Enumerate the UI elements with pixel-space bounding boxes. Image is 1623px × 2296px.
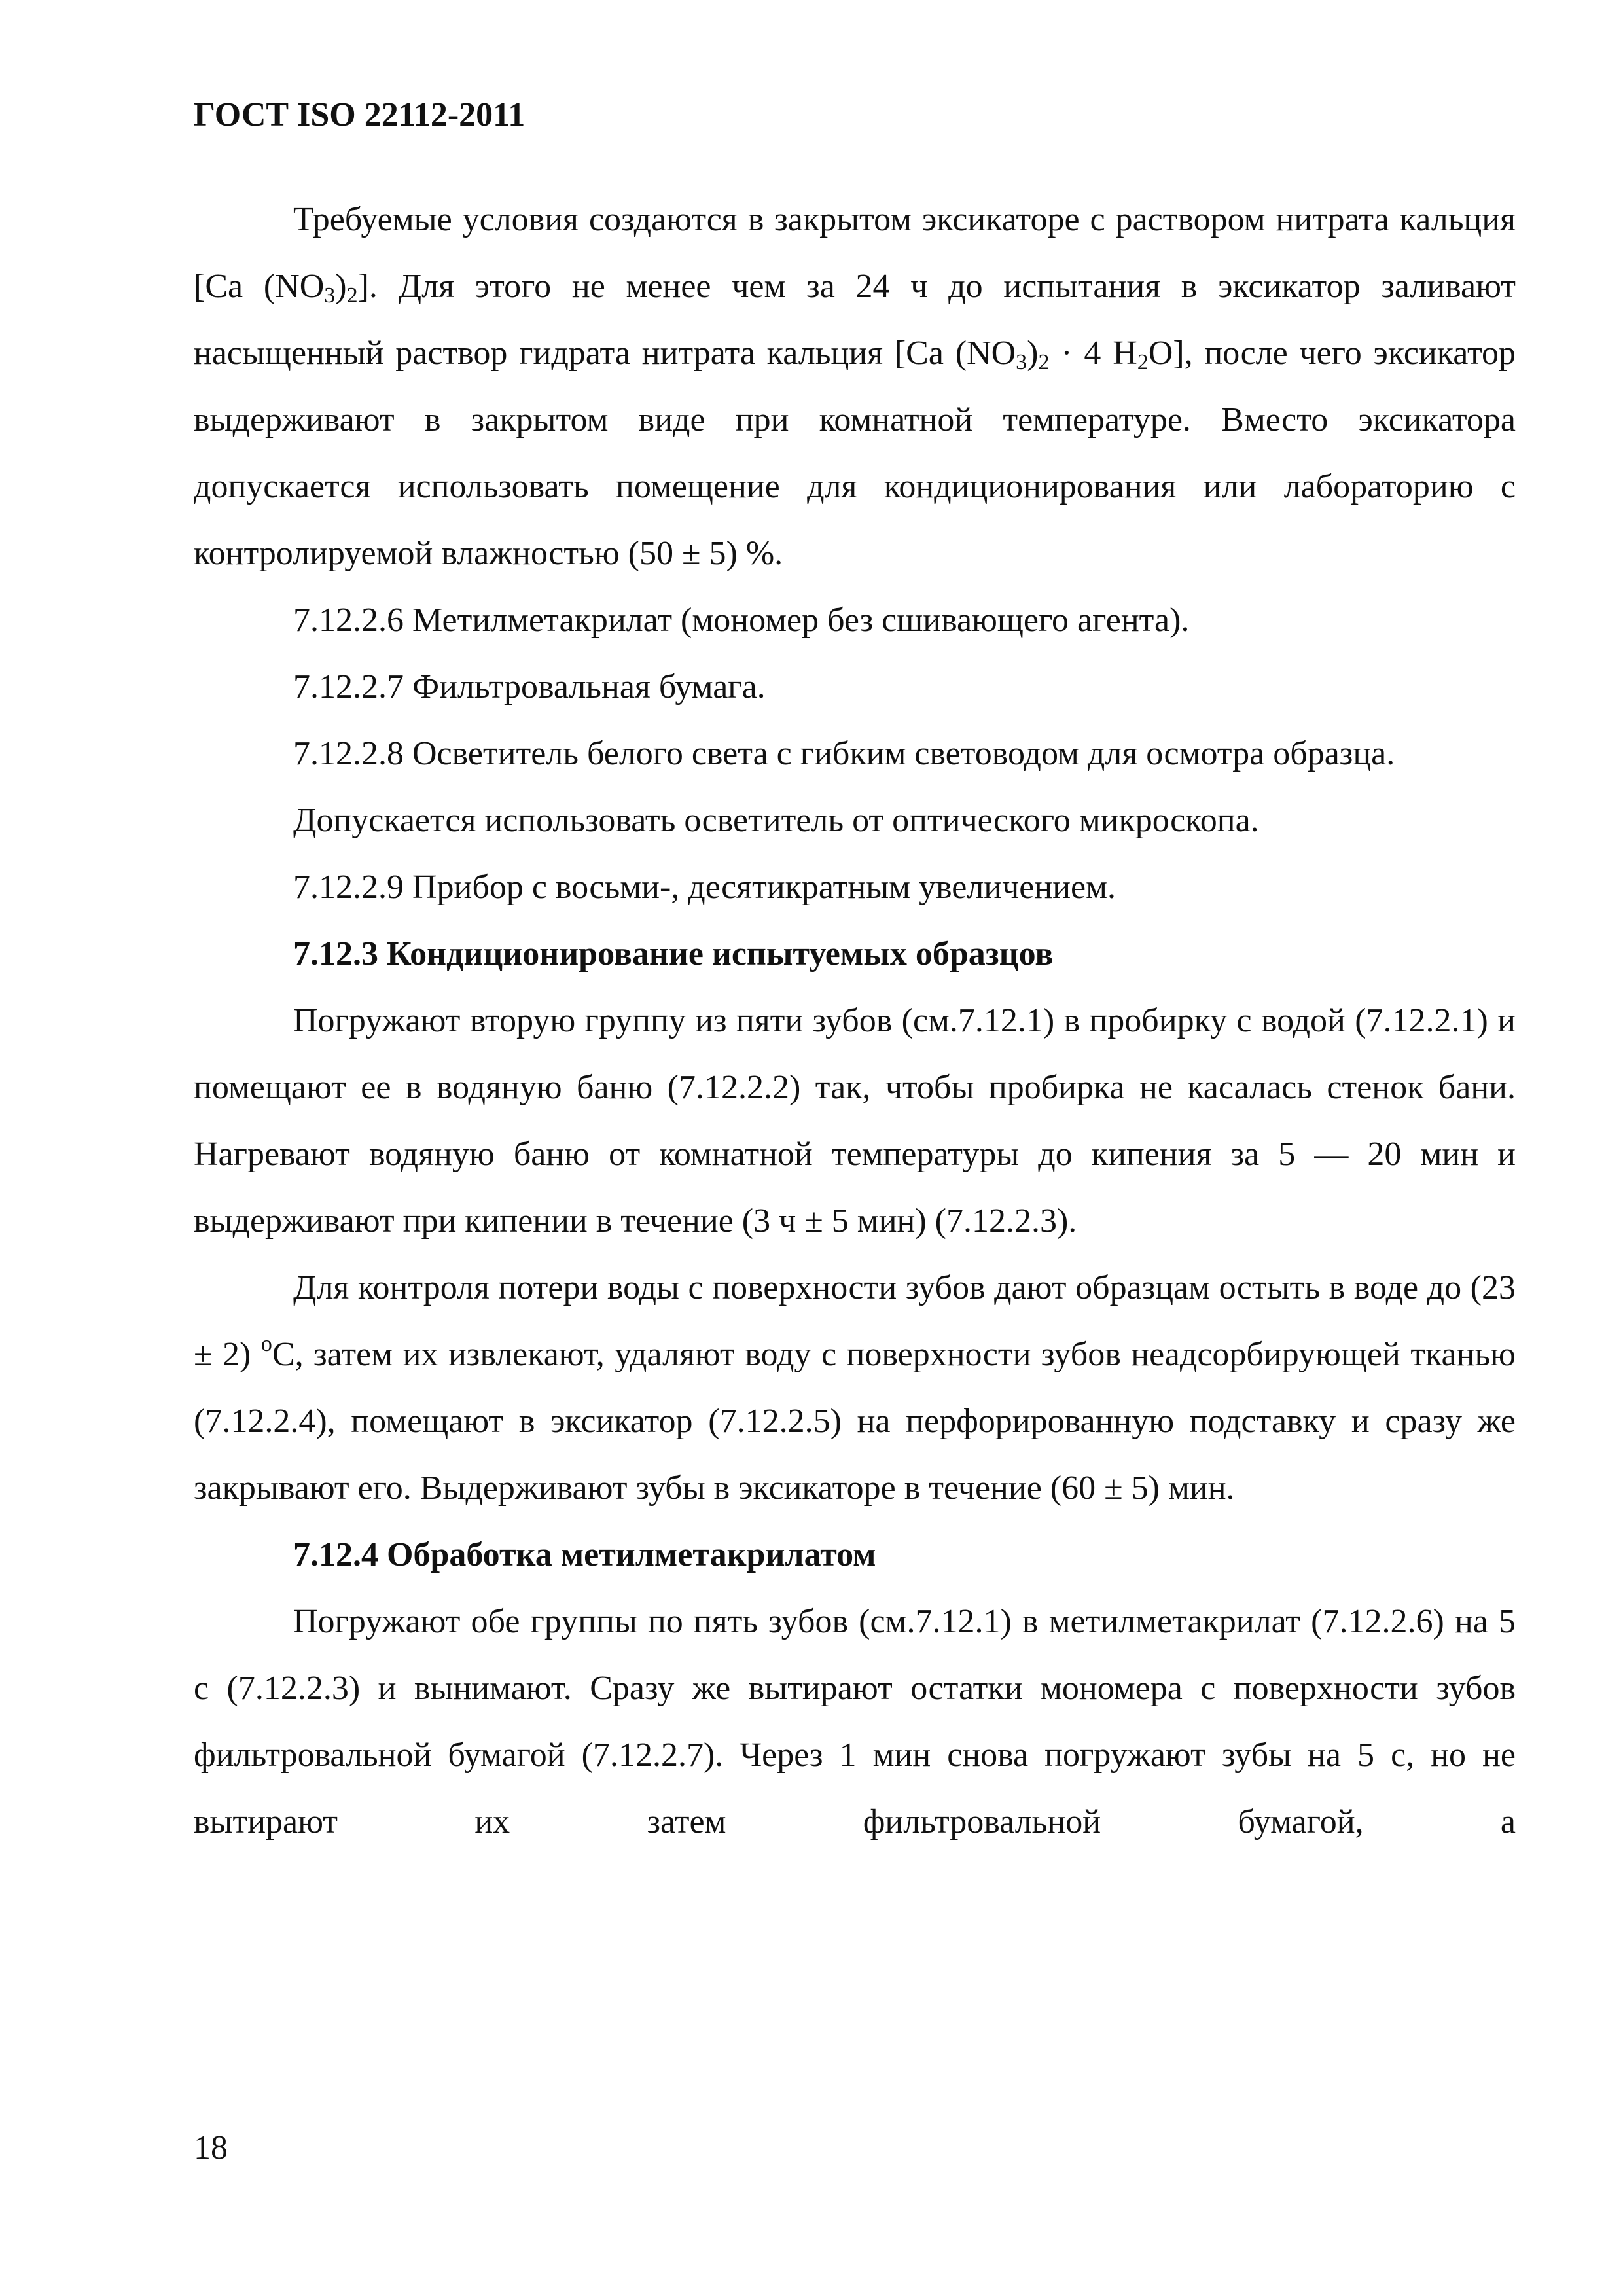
page-number: 18: [194, 2129, 228, 2166]
paragraph-water-loss-control: [194, 1255, 1516, 1522]
paragraph-7-12-2-7: 7.12.2.7 Фильтровальная бумага.: [293, 668, 766, 706]
superscript: o: [260, 1332, 272, 1356]
subscript: 2: [346, 283, 358, 308]
paragraph-mma-treatment: Погружают обе группы по пять зубов (см.7.12.1) в метилметакрилат (7.12.2.6) на 5 с (7.12.2.3) и вынимают. Сразу же вытирают остатки мономера с поверхности зубов фильтровальной бумагой (7.12.2.7). Через 1 мин снова погружают зубы на 5 с, но не вытирают их затем фильтровальной бумагой, а: [194, 1603, 1516, 1840]
text-fragment: Для контроля потери воды с поверхности зубов дают образцам остыть в воде до (23 ± 2): [194, 1269, 1516, 1373]
subscript: 3: [324, 283, 336, 308]
subscript: 3: [1016, 350, 1027, 374]
document-code-header: ГОСТ ISO 22112-2011: [194, 96, 526, 134]
section-heading-7-12-4: 7.12.4 Обработка метилметакрилатом: [293, 1536, 876, 1573]
document-body: [194, 187, 1516, 1856]
paragraph-conditions: [194, 187, 1516, 587]
paragraph-conditioning: Погружают вторую группу из пяти зубов (см.7.12.1) в пробирку с водой (7.12.2.1) и помещают ее в водяную баню (7.12.2.2) так, чтобы пробирка не касалась стенок бани. Нагревают водяную баню от комнатной температуры до кипения за 5 — 20 мин и выдерживают при кипении в течение (3 ч ± 5 мин) (7.12.2.3).: [194, 1002, 1516, 1240]
text-fragment: ): [1027, 334, 1039, 372]
text-fragment: ): [335, 268, 347, 305]
text-fragment: O], после чего эксикатор выдерживают в закрытом виде при комнатной температуре. Вместо эксикатора допускается использовать помещение для кондиционирования или лабораторию с контролируемой влажностью (50 ± 5) %.: [194, 334, 1516, 572]
subscript: 2: [1038, 350, 1050, 374]
paragraph-7-12-2-8: 7.12.2.8 Осветитель белого света с гибким световодом для осмотра образца.: [293, 735, 1395, 772]
paragraph-illuminator-note: Допускается использовать осветитель от оптического микроскопа.: [293, 802, 1259, 839]
paragraph-7-12-2-6: 7.12.2.6 Метилметакрилат (мономер без сшивающего агента).: [293, 601, 1190, 639]
subscript: 2: [1137, 350, 1149, 374]
text-fragment: ]. Для этого не менее чем за 24 ч до испытания в эксикатор заливают насыщенный раствор гидрата нитрата кальция [Ca (NO: [194, 268, 1516, 372]
text-fragment: Требуемые условия создаются в закрытом эксикаторе с раствором нитрата кальция [Ca (NO: [194, 201, 1516, 305]
text-fragment: · 4 H: [1049, 334, 1137, 372]
text-fragment: C, затем их извлекают, удаляют воду с поверхности зубов неадсорбирующей тканью (7.12.2.4), помещают в эксикатор (7.12.2.5) на перфорированную подставку и сразу же закрывают его. Выдерживают зубы в эксикаторе в течение (60 ± 5) мин.: [194, 1336, 1516, 1507]
paragraph-7-12-2-9: 7.12.2.9 Прибор с восьми-, десятикратным увеличением.: [293, 869, 1116, 906]
section-heading-7-12-3: 7.12.3 Кондиционирование испытуемых образцов: [293, 935, 1054, 973]
